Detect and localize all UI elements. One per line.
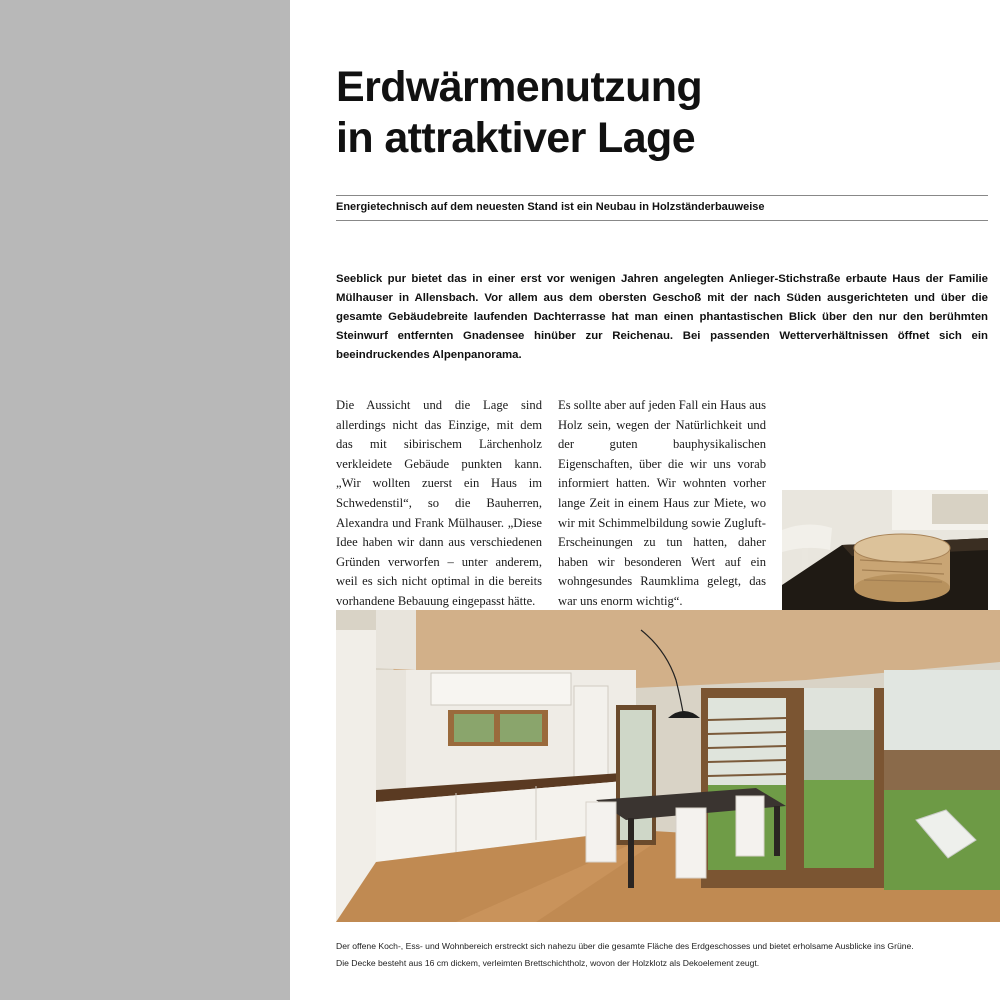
divider-bottom	[336, 220, 988, 221]
photo-kitchen-living	[336, 610, 1000, 922]
caption-line-1: Der offene Koch-, Ess- und Wohnbereich erstreckt sich nahezu über die gesamte Fläche des Erdgeschosses und bietet erholsame Ausblicke ins Grüne.	[336, 941, 914, 951]
article-title	[336, 62, 956, 164]
divider-top	[336, 195, 988, 196]
side-band	[0, 0, 290, 1000]
body-column-2: Es sollte aber auf jeden Fall ein Haus aus Holz sein, wegen der Natürlichkeit und der guten bauphysikalischen Eigenschaften, über die wir uns vorab informiert hatten. Wir wohnten vorher lange Zeit in einem Haus zur Miete, wo wir mit Schimmelbildung sowie Zugluft-Erscheinungen zu tun hatten, daher haben wir besonderen Wert auf ein wohngesundes Raumklima gelegt, das war uns enorm wichtig“.	[558, 398, 766, 608]
article-subtitle: Energietechnisch auf dem neuesten Stand ist ein Neubau in Holzständerbauweise	[336, 201, 765, 213]
title-line-1: Erdwärmenutzung	[336, 63, 703, 111]
caption-line-2: Die Decke besteht aus 16 cm dickem, verleimten Brettschichtholz, wovon der Holzklotz als Dekoelement zeugt.	[336, 958, 760, 968]
photo-caption	[336, 938, 988, 972]
body-column-1: Die Aussicht und die Lage sind allerdings nicht das Einzige, mit dem das mit sibirischem Lärchenholz verkleidete Gebäude punkten kann. „Wir wollten zuerst ein Haus im Schwedenstil“, so die Bauherren, Alexandra und Frank Mülhauser. „Diese Idee haben wir dann aus verschiedenen Gründen verworfen – unter anderem, weil es sich nicht optimal in die bereits vorhandene Bebauung eingepasst hätte.	[336, 398, 542, 608]
lead-paragraph: Seeblick pur bietet das in einer erst vor wenigen Jahren angelegten Anlieger-Stichstraße erbaute Haus der Familie Mülhauser in Allensbach. Vor allem aus dem obersten Geschoß mit der nach Süden ausgerichteten und über die gesamte Gebäudebreite laufenden Dachterrasse hat man einen phantastischen Blick über den nur den berühmten Steinwurf entfernten Gnadensee hinüber zur Reichenau. Bei passenden Wetterverhältnissen öffnet sich ein beeindruckendes Alpenpanorama.	[336, 273, 988, 361]
title-line-2: in attraktiver Lage	[336, 114, 696, 162]
